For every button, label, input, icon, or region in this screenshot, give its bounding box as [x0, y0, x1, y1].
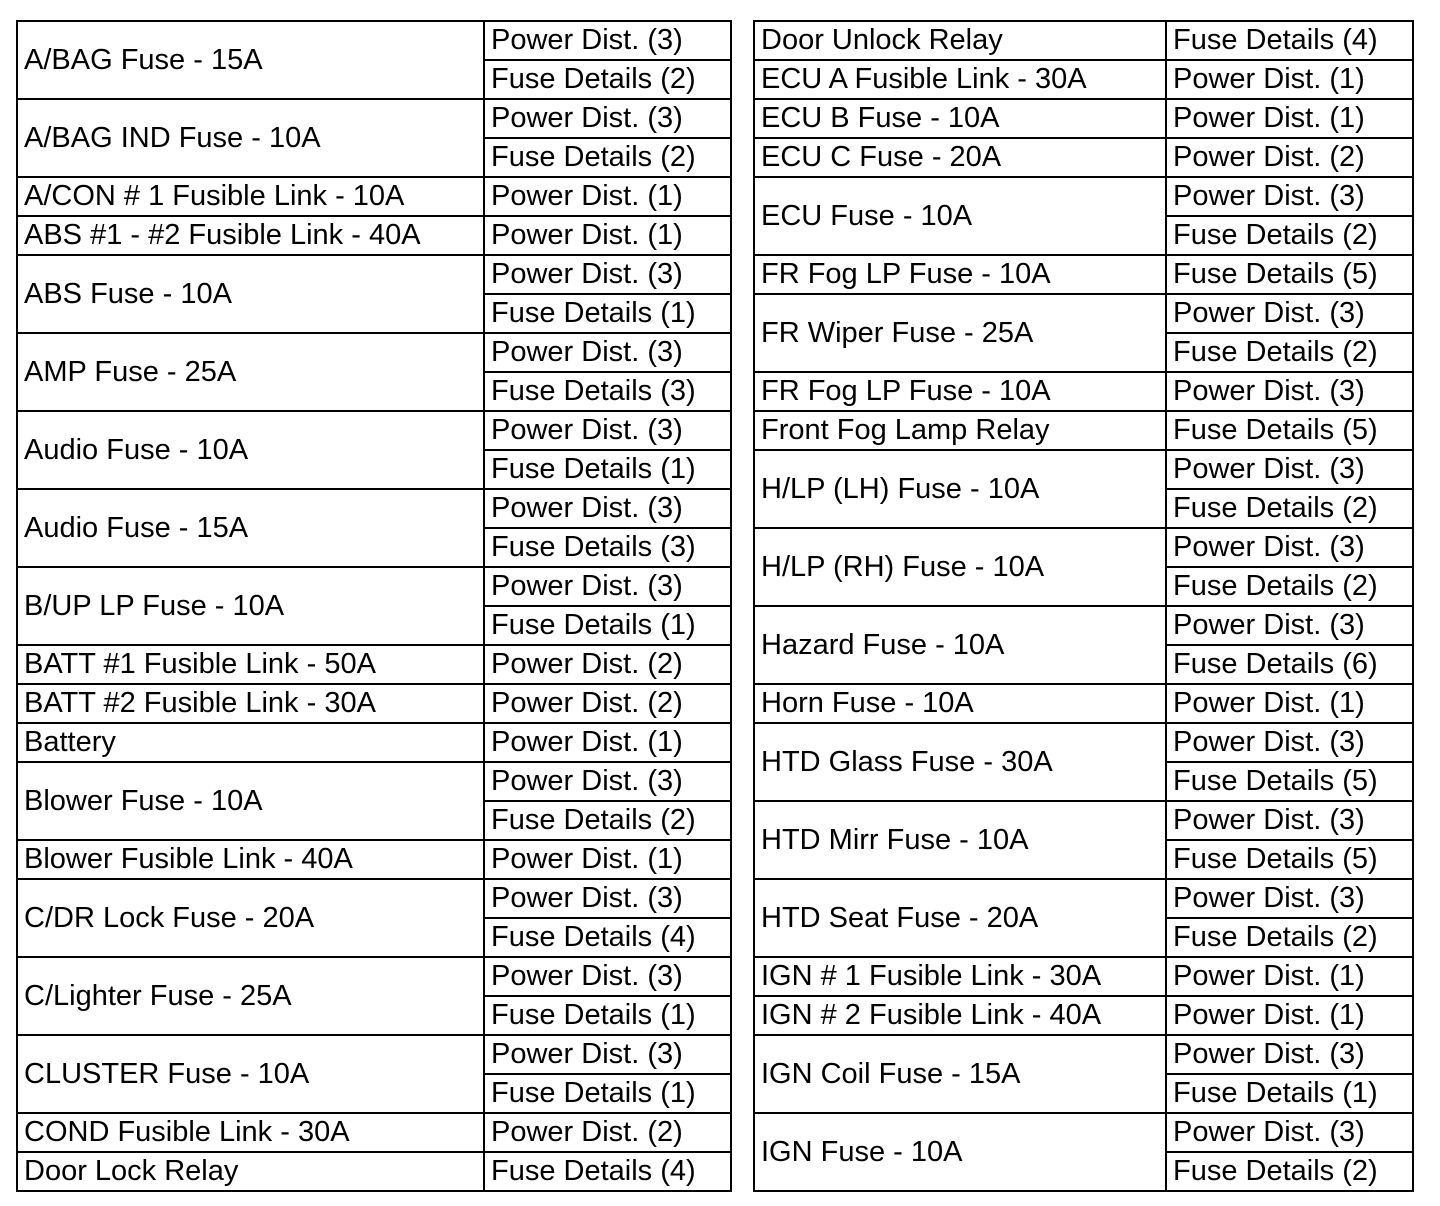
table-row	[754, 177, 1413, 216]
table-row	[754, 450, 1413, 489]
reference-cell: Fuse Details (2)	[1166, 216, 1413, 255]
reference-cell: Fuse Details (2)	[1166, 1152, 1413, 1191]
table-row	[17, 99, 731, 138]
reference-cell: Fuse Details (3)	[484, 372, 731, 411]
component-name: Hazard Fuse - 10A	[754, 606, 1166, 684]
reference-cell: Power Dist. (3)	[1166, 528, 1413, 567]
component-name: A/BAG Fuse - 15A	[17, 21, 484, 99]
component-name: COND Fusible Link - 30A	[17, 1113, 484, 1152]
right-table-body	[754, 21, 1413, 1191]
table-row	[17, 684, 731, 723]
component-name: ECU B Fuse - 10A	[754, 99, 1166, 138]
table-row	[17, 255, 731, 294]
component-name: ECU Fuse - 10A	[754, 177, 1166, 255]
fuse-index-right-table	[753, 20, 1414, 1192]
component-name: A/BAG IND Fuse - 10A	[17, 99, 484, 177]
component-name: HTD Seat Fuse - 20A	[754, 879, 1166, 957]
table-row	[17, 762, 731, 801]
table-row	[754, 1113, 1413, 1152]
reference-cell: Fuse Details (4)	[1166, 21, 1413, 60]
component-name: Audio Fuse - 15A	[17, 489, 484, 567]
reference-cell: Fuse Details (2)	[1166, 333, 1413, 372]
reference-cell: Fuse Details (4)	[484, 918, 731, 957]
reference-cell: Power Dist. (3)	[484, 957, 731, 996]
table-row	[754, 138, 1413, 177]
table-row	[17, 216, 731, 255]
component-name: ABS Fuse - 10A	[17, 255, 484, 333]
reference-cell: Power Dist. (3)	[1166, 1113, 1413, 1152]
reference-cell: Power Dist. (3)	[484, 762, 731, 801]
reference-cell: Fuse Details (1)	[484, 450, 731, 489]
table-row	[754, 996, 1413, 1035]
component-name: IGN Coil Fuse - 15A	[754, 1035, 1166, 1113]
reference-cell: Power Dist. (2)	[484, 684, 731, 723]
table-row	[17, 1035, 731, 1074]
reference-cell: Power Dist. (3)	[484, 1035, 731, 1074]
reference-cell: Power Dist. (1)	[484, 723, 731, 762]
reference-cell: Power Dist. (3)	[1166, 450, 1413, 489]
table-row	[754, 255, 1413, 294]
table-row	[754, 294, 1413, 333]
component-name: IGN Fuse - 10A	[754, 1113, 1166, 1191]
component-name: Front Fog Lamp Relay	[754, 411, 1166, 450]
component-name: HTD Glass Fuse - 30A	[754, 723, 1166, 801]
reference-cell: Power Dist. (2)	[484, 1113, 731, 1152]
reference-cell: Power Dist. (3)	[484, 333, 731, 372]
component-name: B/UP LP Fuse - 10A	[17, 567, 484, 645]
reference-cell: Power Dist. (3)	[1166, 372, 1413, 411]
component-name: C/Lighter Fuse - 25A	[17, 957, 484, 1035]
table-row	[17, 411, 731, 450]
reference-cell: Power Dist. (3)	[1166, 606, 1413, 645]
component-name: IGN # 1 Fusible Link - 30A	[754, 957, 1166, 996]
reference-cell: Fuse Details (2)	[484, 801, 731, 840]
table-row	[754, 606, 1413, 645]
component-name: ECU C Fuse - 20A	[754, 138, 1166, 177]
component-name: Door Unlock Relay	[754, 21, 1166, 60]
component-name: H/LP (RH) Fuse - 10A	[754, 528, 1166, 606]
reference-cell: Power Dist. (3)	[484, 255, 731, 294]
reference-cell: Power Dist. (1)	[1166, 957, 1413, 996]
reference-cell: Power Dist. (3)	[1166, 1035, 1413, 1074]
table-row	[754, 60, 1413, 99]
reference-cell: Fuse Details (1)	[484, 606, 731, 645]
table-row	[17, 567, 731, 606]
reference-cell: Fuse Details (1)	[484, 996, 731, 1035]
component-name: BATT #1 Fusible Link - 50A	[17, 645, 484, 684]
component-name: Door Lock Relay	[17, 1152, 484, 1191]
component-name: FR Wiper Fuse - 25A	[754, 294, 1166, 372]
table-row	[754, 21, 1413, 60]
reference-cell: Fuse Details (5)	[1166, 762, 1413, 801]
table-row	[17, 723, 731, 762]
component-name: Horn Fuse - 10A	[754, 684, 1166, 723]
reference-cell: Fuse Details (2)	[484, 138, 731, 177]
component-name: Battery	[17, 723, 484, 762]
reference-cell: Fuse Details (2)	[1166, 918, 1413, 957]
reference-cell: Power Dist. (1)	[484, 177, 731, 216]
reference-cell: Fuse Details (1)	[484, 1074, 731, 1113]
table-row	[754, 372, 1413, 411]
reference-cell: Power Dist. (1)	[1166, 99, 1413, 138]
component-name: AMP Fuse - 25A	[17, 333, 484, 411]
component-name: C/DR Lock Fuse - 20A	[17, 879, 484, 957]
reference-cell: Fuse Details (3)	[484, 528, 731, 567]
reference-cell: Power Dist. (3)	[484, 411, 731, 450]
reference-cell: Power Dist. (3)	[1166, 177, 1413, 216]
table-row	[17, 1113, 731, 1152]
table-row	[754, 1035, 1413, 1074]
component-name: CLUSTER Fuse - 10A	[17, 1035, 484, 1113]
table-row	[17, 840, 731, 879]
fuse-index-left-table	[16, 20, 732, 1192]
reference-cell: Fuse Details (2)	[484, 60, 731, 99]
table-row	[754, 411, 1413, 450]
reference-cell: Power Dist. (1)	[1166, 60, 1413, 99]
reference-cell: Fuse Details (2)	[1166, 489, 1413, 528]
reference-cell: Power Dist. (1)	[484, 216, 731, 255]
table-row	[17, 1152, 731, 1191]
reference-cell: Fuse Details (2)	[1166, 567, 1413, 606]
reference-cell: Fuse Details (1)	[1166, 1074, 1413, 1113]
component-name: FR Fog LP Fuse - 10A	[754, 372, 1166, 411]
reference-cell: Power Dist. (3)	[1166, 723, 1413, 762]
component-name: ABS #1 - #2 Fusible Link - 40A	[17, 216, 484, 255]
component-name: H/LP (LH) Fuse - 10A	[754, 450, 1166, 528]
reference-cell: Fuse Details (5)	[1166, 840, 1413, 879]
reference-cell: Fuse Details (5)	[1166, 255, 1413, 294]
reference-cell: Power Dist. (3)	[1166, 879, 1413, 918]
table-row	[754, 723, 1413, 762]
reference-cell: Power Dist. (3)	[484, 99, 731, 138]
component-name: FR Fog LP Fuse - 10A	[754, 255, 1166, 294]
reference-cell: Power Dist. (3)	[484, 567, 731, 606]
component-name: IGN # 2 Fusible Link - 40A	[754, 996, 1166, 1035]
reference-cell: Fuse Details (1)	[484, 294, 731, 333]
table-row	[754, 879, 1413, 918]
fuse-index	[16, 20, 1410, 1192]
component-name: Blower Fuse - 10A	[17, 762, 484, 840]
component-name: Audio Fuse - 10A	[17, 411, 484, 489]
reference-cell: Power Dist. (3)	[484, 879, 731, 918]
left-table-body	[17, 21, 731, 1191]
table-row	[17, 21, 731, 60]
component-name: A/CON # 1 Fusible Link - 10A	[17, 177, 484, 216]
reference-cell: Fuse Details (6)	[1166, 645, 1413, 684]
reference-cell: Power Dist. (3)	[484, 21, 731, 60]
reference-cell: Power Dist. (3)	[1166, 294, 1413, 333]
table-row	[17, 333, 731, 372]
reference-cell: Power Dist. (2)	[1166, 138, 1413, 177]
table-row	[754, 801, 1413, 840]
reference-cell: Fuse Details (5)	[1166, 411, 1413, 450]
table-row	[17, 879, 731, 918]
reference-cell: Power Dist. (3)	[484, 489, 731, 528]
table-row	[17, 489, 731, 528]
table-row	[17, 645, 731, 684]
reference-cell: Power Dist. (2)	[484, 645, 731, 684]
table-row	[754, 99, 1413, 138]
component-name: BATT #2 Fusible Link - 30A	[17, 684, 484, 723]
component-name: ECU A Fusible Link - 30A	[754, 60, 1166, 99]
reference-cell: Fuse Details (4)	[484, 1152, 731, 1191]
reference-cell: Power Dist. (3)	[1166, 801, 1413, 840]
table-row	[754, 957, 1413, 996]
component-name: HTD Mirr Fuse - 10A	[754, 801, 1166, 879]
reference-cell: Power Dist. (1)	[1166, 996, 1413, 1035]
component-name: Blower Fusible Link - 40A	[17, 840, 484, 879]
reference-cell: Power Dist. (1)	[1166, 684, 1413, 723]
reference-cell: Power Dist. (1)	[484, 840, 731, 879]
table-row	[17, 957, 731, 996]
table-row	[17, 177, 731, 216]
table-row	[754, 684, 1413, 723]
table-row	[754, 528, 1413, 567]
